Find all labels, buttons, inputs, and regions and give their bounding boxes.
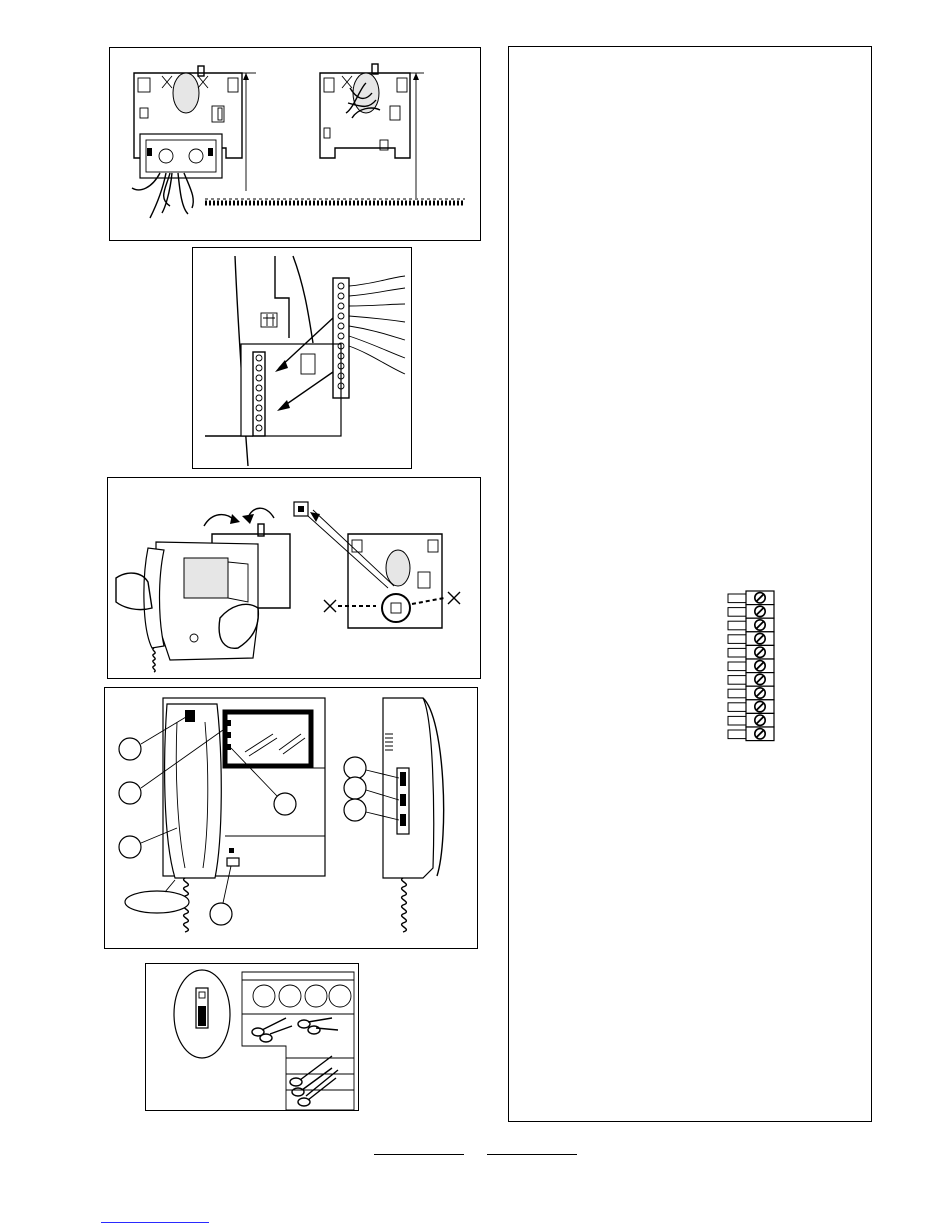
- monitor-parts-figure: [104, 687, 478, 949]
- callout-side-control-1: [344, 757, 366, 779]
- instructions-panel: [508, 46, 872, 1122]
- terminal-tab: [728, 689, 746, 698]
- wall-bracket-mounting-icon: [110, 48, 480, 240]
- callout-cord: [125, 891, 189, 913]
- monitor-hanging-icon: [108, 478, 480, 678]
- callout-handset: [119, 836, 141, 858]
- terminal-tab: [728, 716, 746, 725]
- callout-side-control-2: [344, 777, 366, 799]
- terminal-tab: [728, 621, 746, 630]
- terminal-block-icon: [726, 588, 778, 742]
- callout-buttons: [119, 782, 141, 804]
- callout-handset-hook: [119, 738, 141, 760]
- terminal-tab: [728, 608, 746, 617]
- hanging-figure: [107, 477, 481, 679]
- callout-side-control-3: [344, 799, 366, 821]
- callout-led: [210, 903, 232, 925]
- monitor-front-side-view-icon: [105, 688, 477, 948]
- switch-scissors-icon: [146, 964, 358, 1110]
- footer-rule-right: [487, 1154, 577, 1155]
- switch-figure: [145, 963, 359, 1111]
- wall-mount-figure: [109, 47, 481, 241]
- terminal-tab: [728, 730, 746, 739]
- loose-terminal-block: [333, 276, 405, 398]
- footer-link-rule: [101, 1222, 209, 1223]
- terminal-tab: [728, 594, 746, 603]
- terminal-tab: [728, 648, 746, 657]
- scissors-icon: [252, 1018, 338, 1106]
- terminal-tab: [728, 662, 746, 671]
- terminal-wiring-icon: [193, 248, 411, 468]
- callout-screen-button: [274, 793, 296, 815]
- footer-rule-left: [374, 1154, 464, 1155]
- terminal-tab: [728, 703, 746, 712]
- terminal-tab: [728, 635, 746, 644]
- wiring-figure: [192, 247, 412, 469]
- terminal-tab: [728, 676, 746, 685]
